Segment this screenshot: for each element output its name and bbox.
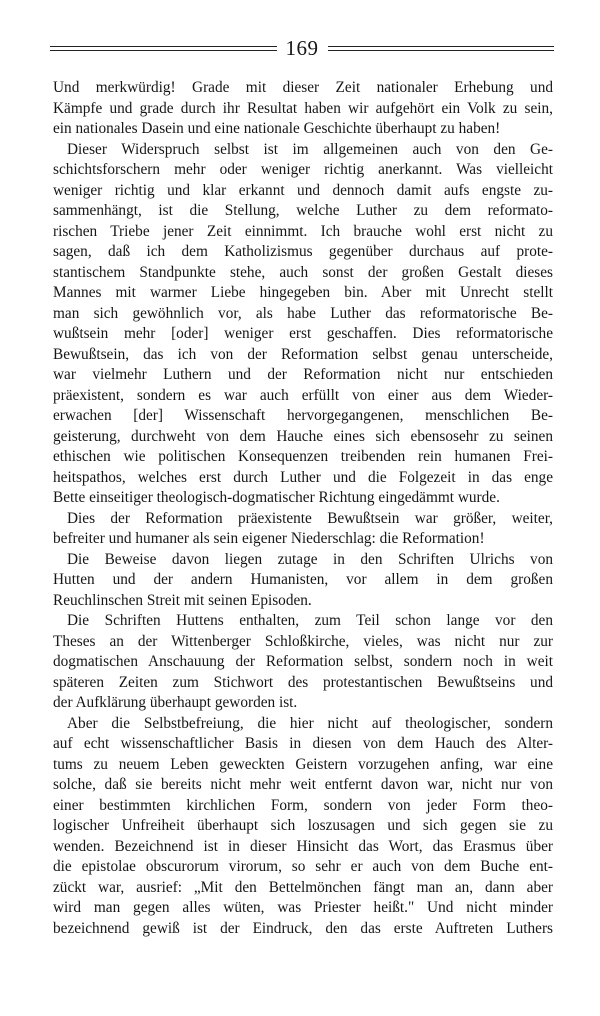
text-line: späteren Zeiten zum Stichwort des protestantischen Bewußtseins und <box>53 673 553 691</box>
text-line: Die Beweise davon liegen zutage in den Schriften Ulrichs von <box>67 550 553 568</box>
text-line: zückt war, ausrief: „Mit den Bettelmönchen fängt man an, dann aber <box>53 878 553 896</box>
text-line: tums zu neuem Leben geweckten Geistern vorzugehen anfing, war eine <box>53 755 553 773</box>
text-line: Theses an der Wittenberger Schloßkirche, vieles, was nicht nur zur <box>53 632 553 650</box>
text-line: dogmatischen Anschauung der Reformation selbst, sondern noch in weit <box>53 653 553 670</box>
text-line: ethischen wie politischen Konsequenzen treibenden rein humanen Frei- <box>53 448 553 465</box>
text-line: befreiter und humaner als sein eigener Niederschlag: die Reformation! <box>53 530 485 547</box>
text-line: Die Schriften Huttens enthalten, zum Teil schon lange vor den <box>67 612 553 629</box>
text-line: einer bestimmten kirchlichen Form, sondern von jeder Form theo- <box>53 796 553 814</box>
text-line: man sich gewöhnlich vor, als habe Luther das reformatorische Be- <box>53 304 553 322</box>
text-line: wußtsein mehr [oder] weniger erst geschaffen. Dies reformatorische <box>53 325 553 342</box>
text-line: geisterung, durchweht von dem Hauche eines sich ebensosehr zu seinen <box>53 427 553 445</box>
text-line: stantischem Standpunkte stehe, auch sonst der großen Gestalt dieses <box>53 263 553 281</box>
text-line: Bewußtsein, das ich von der Reformation selbst genau unterscheide, <box>53 345 553 363</box>
text-line: die epistolae obscurorum virorum, so sehr er auch von dem Buche ent- <box>53 858 553 875</box>
text-line: Reuchlinschen Streit mit seinen Episoden. <box>53 591 312 609</box>
text-line: ein nationales Dasein und eine nationale Geschichte überhaupt zu haben! <box>53 120 501 137</box>
text-line: Und merkwürdig! Grade mit dieser Zeit nationaler Erhebung und <box>53 79 553 96</box>
text-line: bezeichnend gewiß ist der Eindruck, den das erste Auftreten Luthers <box>53 919 553 937</box>
text-line: wenden. Bezeichnend ist in dieser Hinsicht das Wort, das Erasmus über <box>53 837 553 855</box>
header-rule-left <box>50 46 277 51</box>
body-text <box>53 78 553 939</box>
running-header <box>50 34 554 62</box>
text-line: präexistent, sondern es war auch erfüllt von einer aus dem Wieder- <box>53 386 553 404</box>
text-line: logischer Unfreiheit überhaupt sich loszusagen und sich gegen sie zu <box>53 817 553 834</box>
text-line: heitspathos, welches erst durch Luther und die Folgezeit in das enge <box>53 468 553 486</box>
text-line: solche, daß sie bereits nicht mehr weit entfernt davon war, nicht nur von <box>53 776 553 793</box>
text-line: erwachen [der] Wissenschaft hervorgegangenen, menschlichen Be- <box>53 407 553 424</box>
text-line: war vielmehr Luthern und der Reformation nicht nur entschieden <box>53 366 553 383</box>
text-line: Mannes mit warmer Liebe hingegeben bin. Aber mit Unrecht stellt <box>53 284 553 301</box>
text-line: Kämpfe und grade durch ihr Resultat haben wir aufgehört ein Volk zu sein, <box>53 99 553 117</box>
text-line: Hutten und der andern Humanisten, vor allem in dem großen <box>53 571 553 588</box>
text-line: rischen Triebe jener Zeit einnimmt. Ich brauche wohl erst nicht zu <box>53 222 553 240</box>
text-line: Dies der Reformation präexistente Bewußtsein war größer, weiter, <box>67 509 553 527</box>
text-line: weniger richtig und klar erkannt und dennoch damit aufs engste zu- <box>53 181 553 199</box>
text-line: Dieser Widerspruch selbst ist im allgemeinen auch von den Ge- <box>67 140 553 158</box>
text-line: sagen, daß ich dem Katholizismus gegenüber durchaus auf prote- <box>53 243 553 260</box>
header-rule-right <box>328 46 555 51</box>
text-line: Bette einseitiger theologisch-dogmatischer Richtung eingedämmt wurde. <box>53 489 500 506</box>
text-line: wird man gegen alles wüten, was Priester heißt." Und nicht minder <box>53 899 553 916</box>
text-line: sammenhängt, ist die Stellung, welche Luther zu dem reformato- <box>53 202 553 219</box>
text-line: der Aufklärung überhaupt geworden ist. <box>53 694 298 711</box>
page-number: 169 <box>285 35 319 60</box>
text-line: auf echt wissenschaftlicher Basis in diesen von dem Hauch des Alter- <box>53 735 553 752</box>
text-line: Aber die Selbstbefreiung, die hier nicht auf theologischer, sondern <box>67 714 553 732</box>
text-line: schichtsforschern mehr oder weniger richtig anerkannt. Was vielleicht <box>53 161 553 178</box>
